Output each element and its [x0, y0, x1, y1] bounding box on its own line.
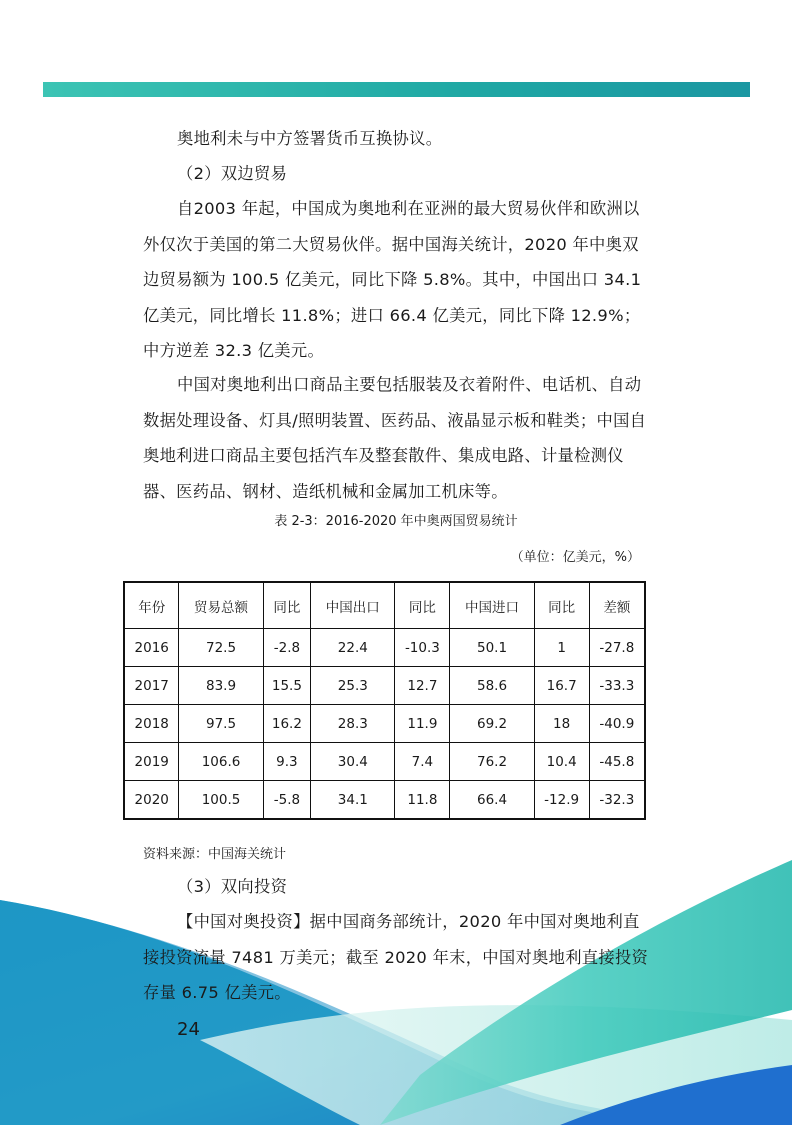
header-cell: 差额 — [589, 582, 645, 629]
table-cell: 15.5 — [263, 667, 311, 705]
table-cell: 1 — [534, 629, 589, 667]
table-cell: -10.3 — [395, 629, 450, 667]
paragraph-currency-swap: 奥地利未与中方签署货币互换协议。 — [177, 129, 443, 148]
table-cell: 100.5 — [179, 781, 263, 820]
table-source: 资料来源：中国海关统计 — [143, 847, 287, 862]
table-cell: -2.8 — [263, 629, 311, 667]
table-cell: 66.4 — [450, 781, 534, 820]
table-cell: 16.2 — [263, 705, 311, 743]
table-cell: -33.3 — [589, 667, 645, 705]
table-cell: 10.4 — [534, 743, 589, 781]
table-cell: -40.9 — [589, 705, 645, 743]
table-cell: 28.3 — [311, 705, 395, 743]
table-row — [124, 629, 645, 667]
table-cell: 11.8 — [395, 781, 450, 820]
table-cell: 16.7 — [534, 667, 589, 705]
table-cell: 2020 — [124, 781, 179, 820]
table-header-row — [124, 582, 645, 629]
table-cell: 2017 — [124, 667, 179, 705]
table-row — [124, 667, 645, 705]
table-cell: 106.6 — [179, 743, 263, 781]
table-cell: 58.6 — [450, 667, 534, 705]
table-cell: 2018 — [124, 705, 179, 743]
header-cell: 年份 — [124, 582, 179, 629]
paragraph-trade-goods: 中国对奥地利出口商品主要包括服装及衣着附件、电话机、自动数据处理设备、灯具/照明装置、医药品、液晶显示板和鞋类；中国自奥地利进口商品主要包括汽车及整套散件、集成电路、计量检测仪器、医药品、钢材、造纸机械和金属加工机床等。 — [143, 375, 647, 501]
table-cell: 9.3 — [263, 743, 311, 781]
table-cell: 22.4 — [311, 629, 395, 667]
header-cell: 贸易总额 — [179, 582, 263, 629]
header-cell: 同比 — [395, 582, 450, 629]
table-cell: 18 — [534, 705, 589, 743]
section-heading-investment: （3）双向投资 — [177, 877, 288, 896]
header-cell: 中国出口 — [311, 582, 395, 629]
section-heading-bilateral-trade: （2）双边贸易 — [177, 164, 288, 183]
table-cell: 69.2 — [450, 705, 534, 743]
table-cell: 12.7 — [395, 667, 450, 705]
table-unit: （单位：亿美元，%） — [510, 550, 640, 565]
table-cell: -5.8 — [263, 781, 311, 820]
table-cell: 50.1 — [450, 629, 534, 667]
table-cell: 2016 — [124, 629, 179, 667]
table-cell: 25.3 — [311, 667, 395, 705]
table-cell: -27.8 — [589, 629, 645, 667]
table-cell: 76.2 — [450, 743, 534, 781]
table-cell: 72.5 — [179, 629, 263, 667]
trade-statistics-table — [123, 581, 646, 820]
paragraph-bilateral-trade: 自2003 年起，中国成为奥地利在亚洲的最大贸易伙伴和欧洲以外仅次于美国的第二大贸易伙伴。据中国海关统计，2020 年中奥双边贸易额为 100.5 亿美元，同比下降 5.8%。其中，中国出口 34.1 亿美元，同比增长 11.8%；进口 66.4 亿美元，同比下降 12.9%；中方逆差 32.3 亿美元。 — [143, 199, 642, 360]
table-cell: -45.8 — [589, 743, 645, 781]
table-cell: 2019 — [124, 743, 179, 781]
table-cell: 83.9 — [179, 667, 263, 705]
table-cell: 11.9 — [395, 705, 450, 743]
table-cell: 34.1 — [311, 781, 395, 820]
header-cell: 同比 — [263, 582, 311, 629]
table-row — [124, 781, 645, 820]
table-cell: 97.5 — [179, 705, 263, 743]
page-number: 24 — [177, 1019, 200, 1040]
table-row — [124, 705, 645, 743]
header-cell: 中国进口 — [450, 582, 534, 629]
paragraph-investment: 【中国对奥投资】据中国商务部统计，2020 年中国对奥地利直接投资流量 7481 万美元；截至 2020 年末，中国对奥地利直接投资存量 6.75 亿美元。 — [143, 912, 649, 1002]
table-caption: 表 2-3：2016-2020 年中奥两国贸易统计 — [274, 514, 518, 529]
header-cell: 同比 — [534, 582, 589, 629]
table-row — [124, 743, 645, 781]
table-cell: 7.4 — [395, 743, 450, 781]
table-cell: -12.9 — [534, 781, 589, 820]
table-cell: -32.3 — [589, 781, 645, 820]
table-cell: 30.4 — [311, 743, 395, 781]
